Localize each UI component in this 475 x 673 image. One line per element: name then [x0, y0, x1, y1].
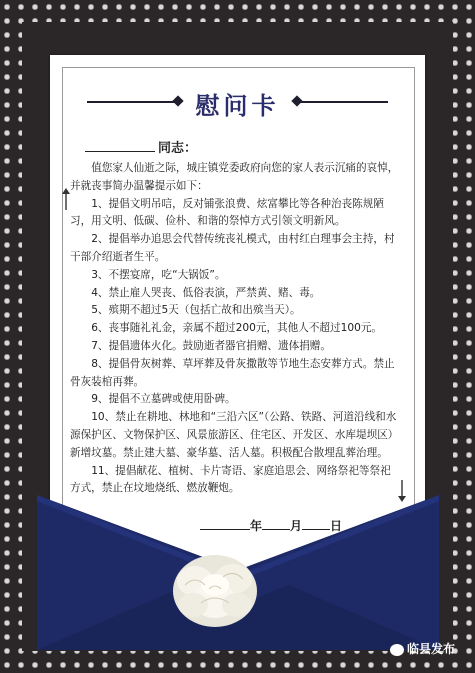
day-label: 日: [330, 519, 343, 533]
day-blank: [302, 518, 330, 530]
scroll-up-icon: [62, 188, 70, 210]
white-carnation-icon: [165, 545, 265, 635]
paragraph-item-11: 11、提倡献花、植树、卡片寄语、家庭追思会、网络祭祀等祭祀方式，禁止在坟地烧纸、燃放鞭炮。: [70, 464, 391, 495]
card-title: 慰问卡: [195, 91, 280, 120]
name-blank: [85, 139, 155, 152]
greeting-line: [85, 137, 285, 155]
watermark-text: 临县发布: [407, 642, 456, 656]
title-row: [62, 84, 413, 120]
source-watermark: [390, 640, 468, 660]
year-blank: [200, 518, 250, 530]
paragraph-item-3: 3、不摆宴席，吃“大锅饭”。: [91, 268, 226, 281]
wechat-icon: [390, 644, 404, 656]
paragraph-item-8: 8、提倡骨灰树葬、草坪葬及骨灰撒散等节地生态安葬方式。禁止骨灰装棺再葬。: [70, 357, 395, 388]
paragraph-item-5: 5、殡期不超过5天（包括亡故和出殡当天）。: [91, 304, 301, 317]
paragraph-intro: 值您家人仙逝之际，城庄镇党委政府向您的家人表示沉痛的哀悼，并就丧事简办温馨提示如下：: [70, 162, 399, 192]
greeting-suffix: 同志：: [158, 141, 198, 156]
paragraph-item-7: 7、提倡遗体火化。鼓励逝者器官捐赠、遗体捐赠。: [91, 339, 331, 352]
month-blank: [262, 518, 290, 530]
paragraph-item-1: 1、提倡文明吊唁，反对铺张浪费、炫富攀比等各种治丧陈规陋习，用文明、低碳、俭朴、和谐的祭悼方式引领文明新风。: [70, 197, 384, 228]
paragraph-item-6: 6、丧事随礼礼金，亲属不超过200元，其他人不超过100元。: [91, 322, 383, 335]
card-body: [70, 160, 400, 498]
year-label: 年: [250, 519, 263, 533]
paragraph-item-9: 9、提倡不立墓碑或使用卧碑。: [91, 393, 236, 406]
paragraph-item-4: 4、禁止雇人哭丧、低俗表演，严禁黄、赌、毒。: [91, 286, 321, 299]
paragraph-item-2: 2、提倡举办追思会代替传统丧礼模式，由村红白理事会主持，村干部介绍逝者生平。: [70, 233, 395, 263]
title-ornament-right: [298, 101, 388, 103]
date-line: [200, 517, 360, 533]
paragraph-item-10: 10、禁止在耕地、林地和“三沿六区”（公路、铁路、河道沿线和水源保护区、文物保护区、风景旅游区、住宅区、开发区、水库堤坝区）新增坟墓。禁止建大墓、豪华墓、活人墓。积极配合散埋乱葬治理。: [70, 411, 399, 459]
month-label: 月: [290, 519, 303, 533]
